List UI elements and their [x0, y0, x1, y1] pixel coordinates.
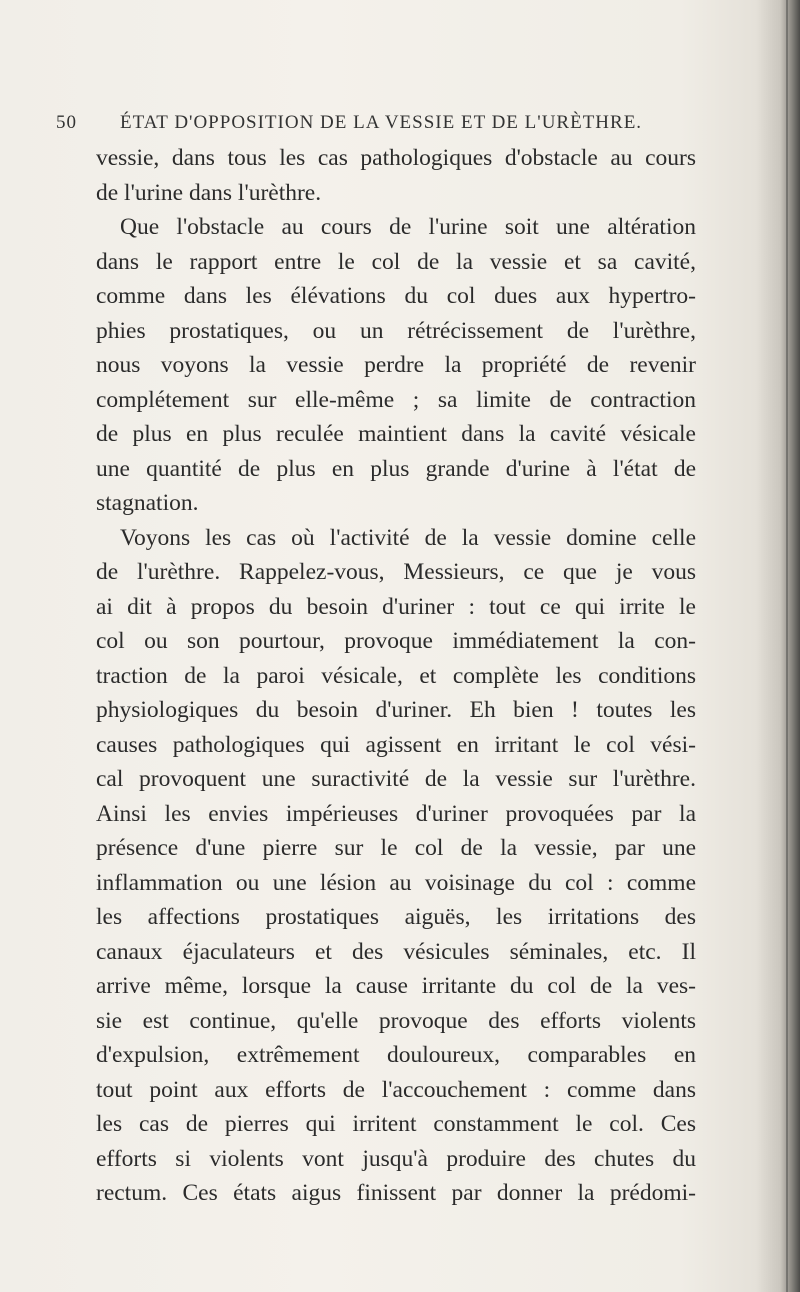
text-line: d'expulsion, extrêmement douloureux, comparables en [96, 1042, 696, 1068]
page-number: 50 [56, 112, 77, 133]
text-line: canaux éjaculateurs et des vésicules séminales, etc. Il [96, 938, 696, 965]
text-line: comme dans les élévations du col dues aux hypertro- [96, 283, 696, 309]
page-edge-shadow [756, 0, 800, 1292]
text-line: inflammation ou une lésion au voisinage du col : comme [96, 869, 696, 896]
running-head [56, 112, 716, 140]
text-line: une quantité de plus en plus grande d'urine à l'état de [96, 455, 696, 482]
page-edge-line [786, 0, 788, 1292]
text-line: col ou son pourtour, provoque immédiatement la con- [96, 628, 696, 654]
text-line: ai dit à propos du besoin d'uriner : tout ce qui irrite le [96, 593, 696, 620]
text-line: présence d'une pierre sur le col de la vessie, par une [96, 835, 696, 861]
text-line: efforts si violents vont jusqu'à produire des chutes du [96, 1145, 696, 1172]
text-line: sie est continue, qu'elle provoque des efforts violents [96, 1007, 696, 1034]
text-line: Voyons les cas où l'activité de la vessie domine celle [120, 524, 696, 551]
text-line: complétement sur elle-même ; sa limite de contraction [96, 386, 696, 413]
text-line: cal provoquent une suractivité de la vessie sur l'urèthre. [96, 766, 696, 792]
text-line: arrive même, lorsque la cause irritante du col de la ves- [96, 973, 696, 999]
body-text [96, 141, 696, 1211]
text-line: phies prostatiques, ou un rétrécissement de l'urèthre, [96, 317, 696, 344]
text-line: les cas de pierres qui irritent constamment le col. Ces [96, 1111, 696, 1137]
text-line: dans le rapport entre le col de la vessie et sa cavité, [96, 248, 696, 275]
text-line: traction de la paroi vésicale, et complète les conditions [96, 662, 696, 689]
text-line: vessie, dans tous les cas pathologiques d'obstacle au cours [96, 145, 696, 171]
running-title: ÉTAT D'OPPOSITION DE LA VESSIE ET DE L'URÈTHRE. [120, 112, 643, 133]
text-line: Ainsi les envies impérieuses d'uriner provoquées par la [96, 800, 696, 827]
text-line: causes pathologiques qui agissent en irritant le col vési- [96, 731, 696, 758]
text-line: rectum. Ces états aigus finissent par donner la prédomi- [96, 1180, 696, 1206]
text-line: tout point aux efforts de l'accouchement : comme dans [96, 1076, 696, 1103]
text-line: de plus en plus reculée maintient dans la cavité vésicale [96, 421, 696, 447]
text-line: les affections prostatiques aiguës, les irritations des [96, 904, 696, 930]
text-line: nous voyons la vessie perdre la propriété de revenir [96, 352, 696, 378]
text-line: Que l'obstacle au cours de l'urine soit une altération [120, 214, 696, 240]
text-line: de l'urine dans l'urèthre. [96, 179, 322, 206]
text-line: physiologiques du besoin d'uriner. Eh bien ! toutes les [96, 697, 696, 723]
text-line: de l'urèthre. Rappelez-vous, Messieurs, ce que je vous [96, 559, 696, 585]
text-line: stagnation. [96, 490, 199, 516]
